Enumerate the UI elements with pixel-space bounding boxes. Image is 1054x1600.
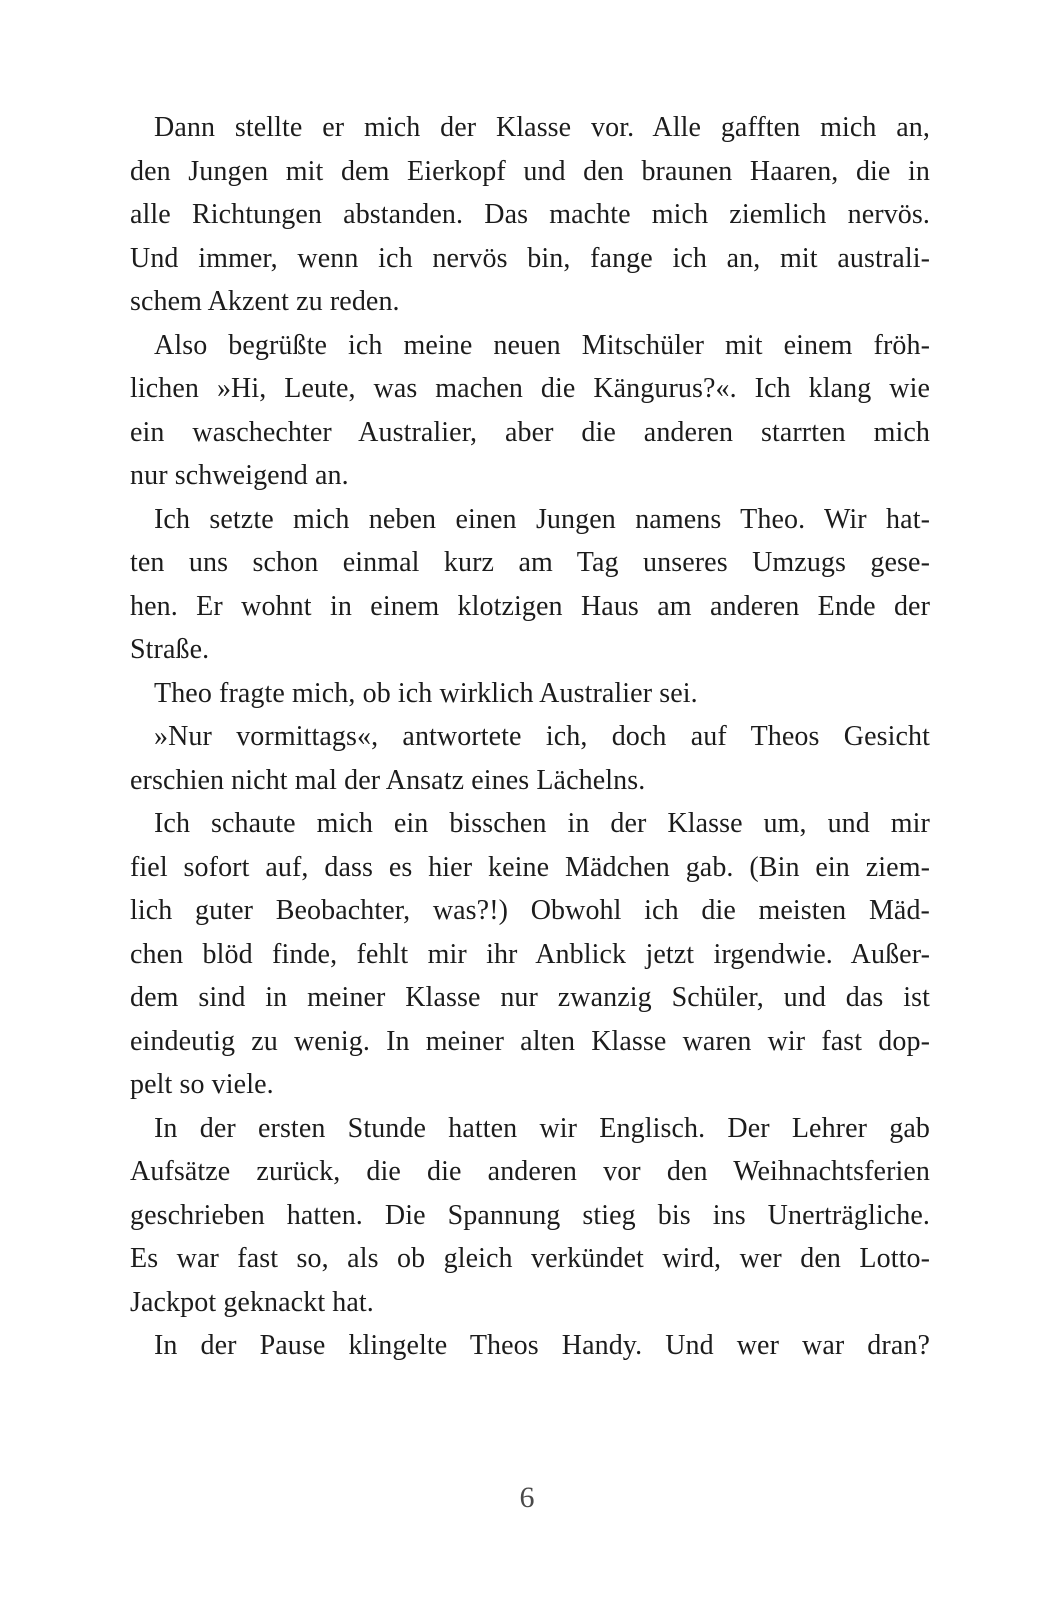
- text-line: hen. Er wohnt in einem klotzigen Haus am anderen Ende der: [130, 590, 930, 622]
- text-line: geschrieben hatten. Die Spannung stieg bis ins Unerträgliche.: [130, 1199, 930, 1231]
- text-line: lich guter Beobachter, was?!) Obwohl ich die meisten Mäd-: [130, 895, 930, 926]
- text-line: eindeutig zu wenig. In meiner alten Klasse waren wir fast dop-: [130, 1025, 930, 1057]
- text-line: Dann stellte er mich der Klasse vor. Alle gafften mich an,: [154, 112, 930, 143]
- text-line: Straße.: [130, 634, 210, 665]
- text-line: Es war fast so, als ob gleich verkündet wird, wer den Lotto-: [130, 1243, 930, 1274]
- text-line: In der ersten Stunde hatten wir Englisch. Der Lehrer gab: [154, 1112, 930, 1144]
- text-line: den Jungen mit dem Eierkopf und den braunen Haaren, die in: [130, 155, 930, 187]
- text-line: erschien nicht mal der Ansatz eines Lächelns.: [130, 764, 646, 796]
- text-line: Aufsätze zurück, die die anderen vor den Weihnachtsferien: [130, 1156, 930, 1187]
- page-number: 6: [519, 1481, 535, 1514]
- text-line: ein waschechter Australier, aber die anderen starrten mich: [130, 416, 930, 448]
- text-line: Ich setzte mich neben einen Jungen namens Theo. Wir hat-: [154, 503, 930, 535]
- text-line: schem Akzent zu reden.: [130, 286, 400, 317]
- text-line: lichen »Hi, Leute, was machen die Kängurus?«. Ich klang wie: [130, 373, 930, 404]
- text-line: Ich schaute mich ein bisschen in der Klasse um, und mir: [154, 808, 930, 839]
- page-text: [130, 106, 930, 1368]
- text-line: »Nur vormittags«, antwortete ich, doch auf Theos Gesicht: [154, 721, 930, 752]
- text-line: alle Richtungen abstanden. Das machte mich ziemlich nervös.: [130, 199, 930, 230]
- text-line: nur schweigend an.: [130, 460, 349, 491]
- text-line: Jackpot geknackt hat.: [130, 1286, 374, 1318]
- text-line: pelt so viele.: [130, 1069, 274, 1100]
- text-line: dem sind in meiner Klasse nur zwanzig Schüler, und das ist: [130, 982, 930, 1013]
- text-line: chen blöd finde, fehlt mir ihr Anblick jetzt irgendwie. Außer-: [130, 938, 930, 970]
- text-line: Also begrüßte ich meine neuen Mitschüler mit einem fröh-: [154, 329, 930, 361]
- text-line: Theo fragte mich, ob ich wirklich Australier sei.: [154, 677, 698, 709]
- text-line: In der Pause klingelte Theos Handy. Und wer war dran?: [154, 1330, 930, 1361]
- text-line: ten uns schon einmal kurz am Tag unseres Umzugs gese-: [130, 547, 930, 578]
- text-line: Und immer, wenn ich nervös bin, fange ich an, mit australi-: [130, 242, 930, 274]
- text-line: fiel sofort auf, dass es hier keine Mädchen gab. (Bin ein ziem-: [130, 851, 930, 883]
